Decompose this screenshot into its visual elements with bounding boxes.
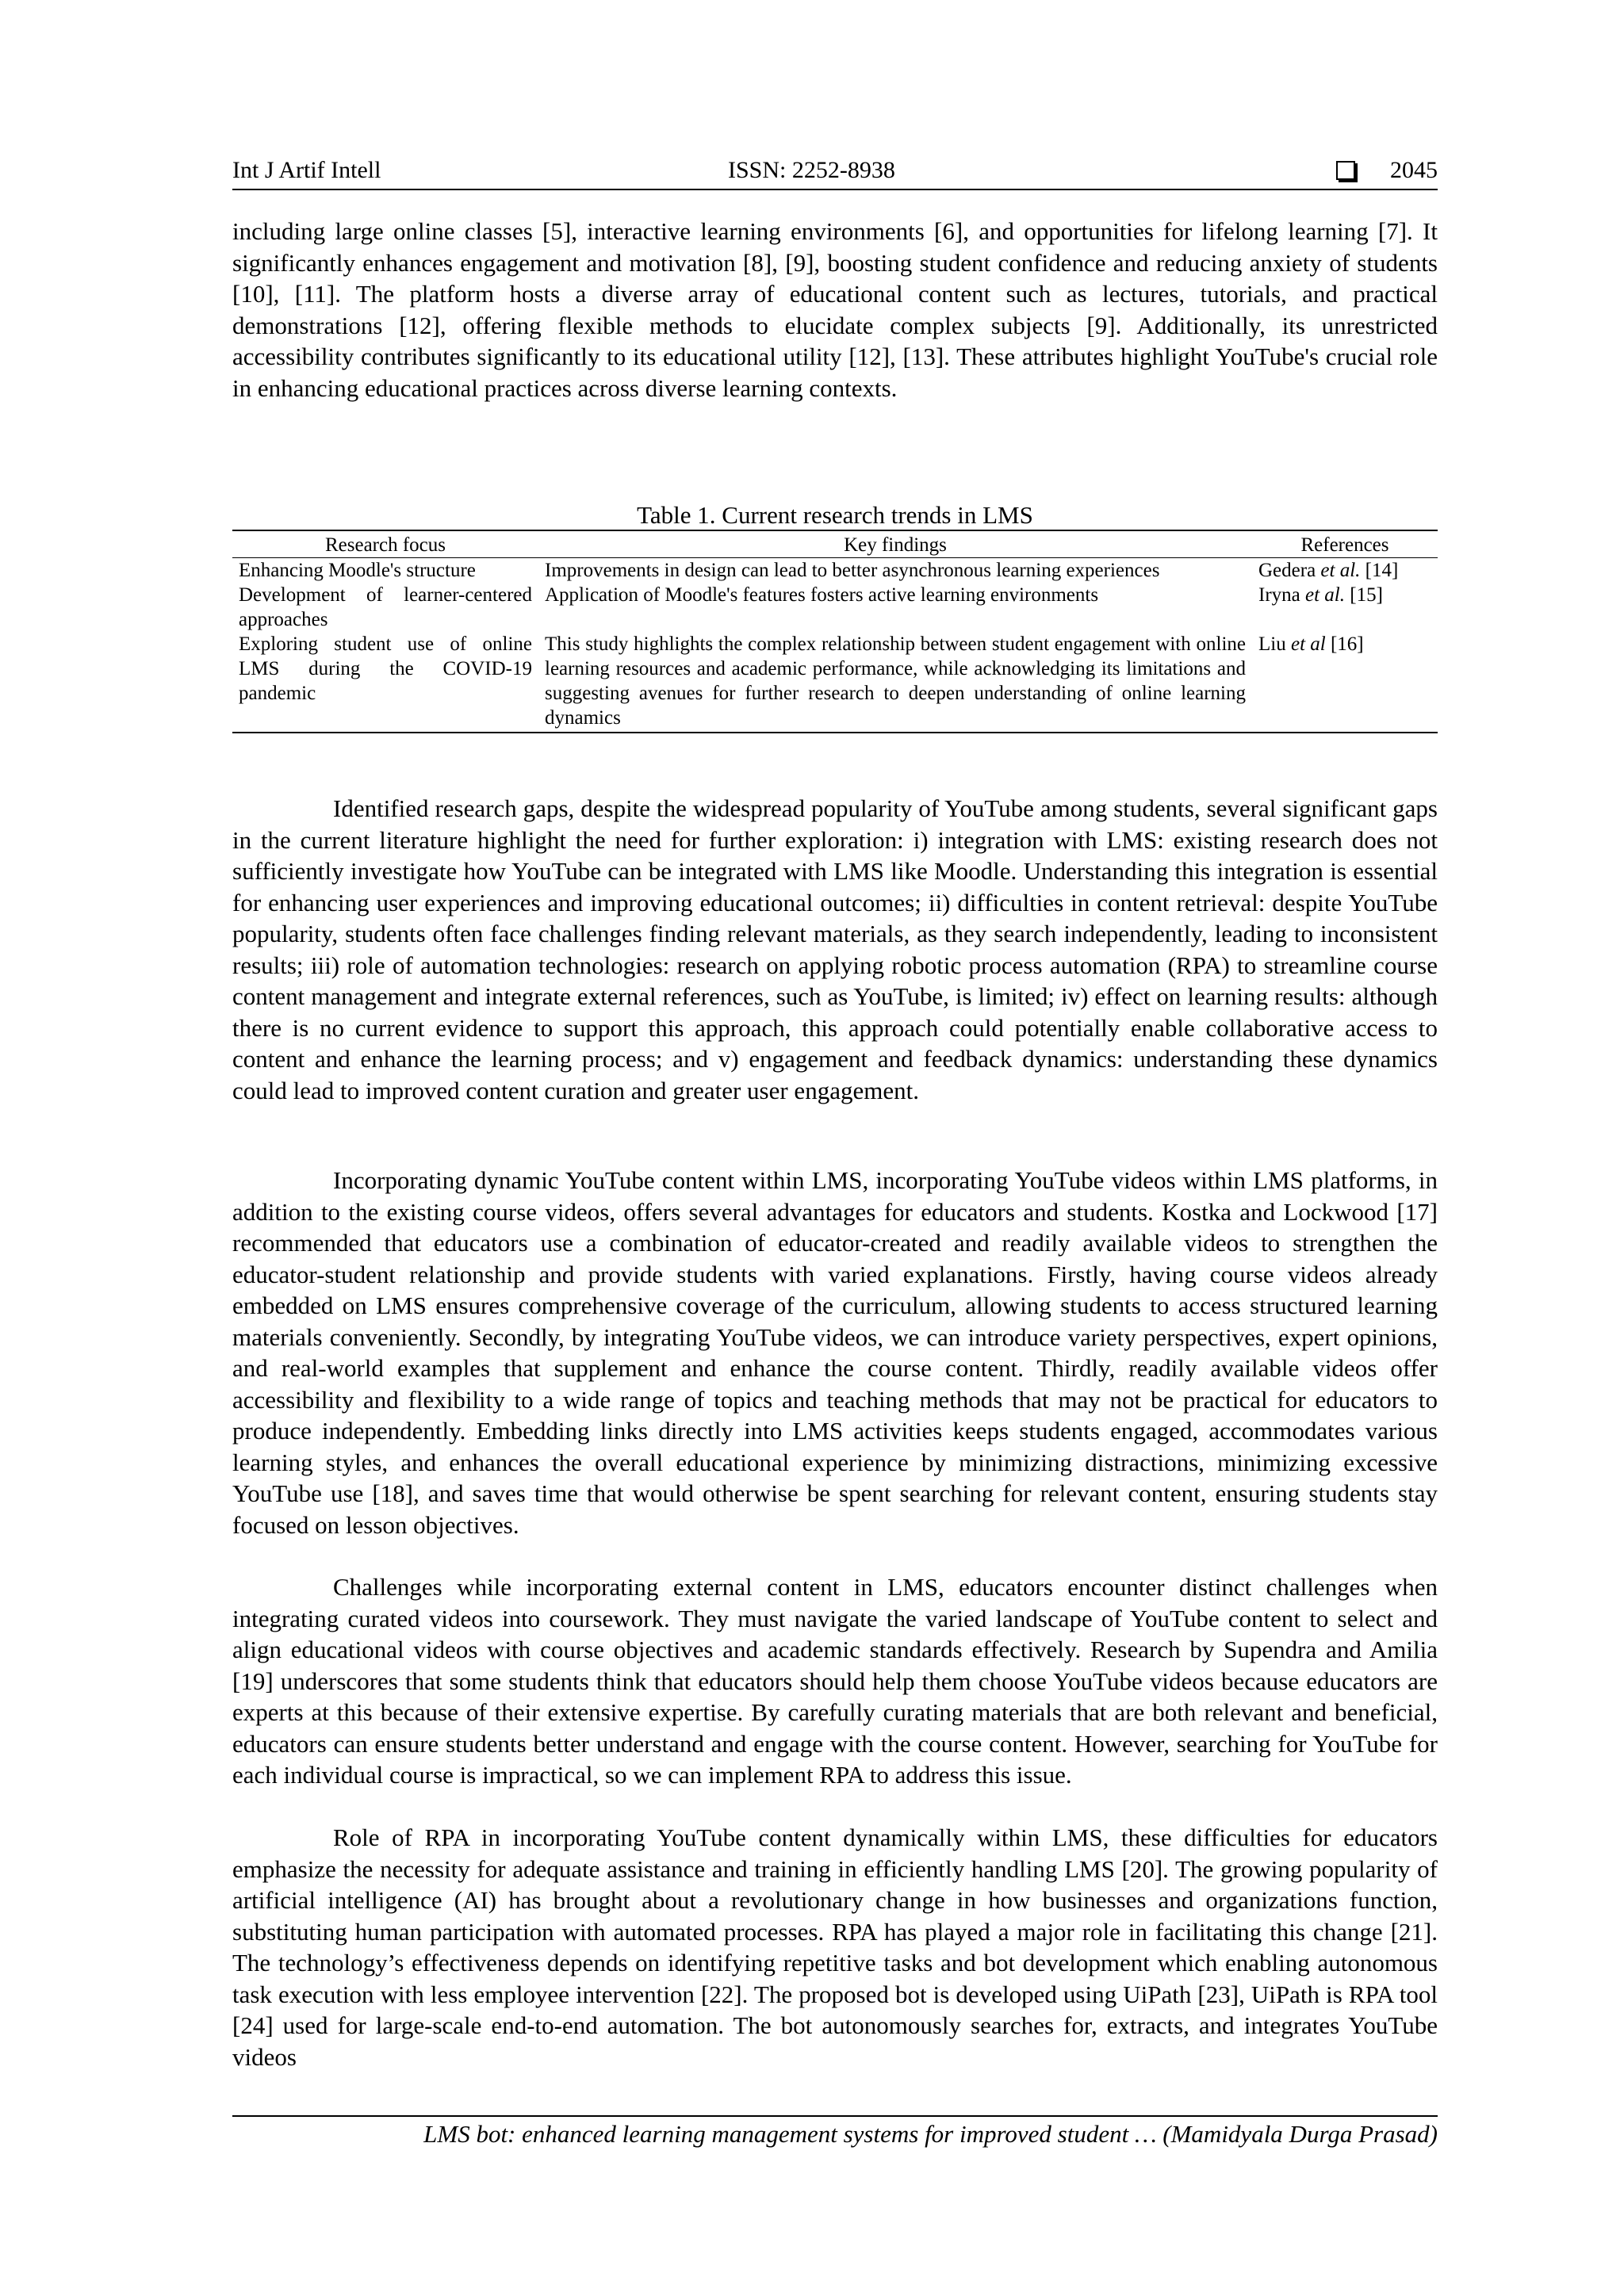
ref-etal: et al.: [1320, 560, 1361, 581]
table-row: [232, 632, 1438, 733]
paragraph-challenges: Challenges while incorporating external content in LMS, educators encounter distinct challenges when integrating curated videos into coursework. They must navigate the varied landscape of YouTube content to select and align educational videos with course objectives and academic standards effectively. Research by Supendra and Amilia [19] underscores that some students think that educators should help them choose YouTube videos because educators are experts at this because of their extensive expertise. By carefully curating materials that are both relevant and beneficial, educators can ensure students better understand and engage with the course content. However, searching for YouTube for each individual course is impractical, so we can implement RPA to address this issue.: [232, 1573, 1438, 1789]
ref-number: [16]: [1330, 633, 1364, 655]
cell-reference: [1252, 583, 1438, 632]
paragraph-role-of-rpa: Role of RPA in incorporating YouTube content dynamically within LMS, these difficulties for educators emphasize the necessity for adequate assistance and training in efficiently handling LMS [20]. The growing popularity of artificial intelligence (AI) has brought about a revolutionary change in how businesses and organizations function, substituting human participation with automated processes. RPA has played a major role in facilitating this change [21]. The technology’s effectiveness depends on identifying repetitive tasks and bot development which enabling autonomous task execution with less employee intervention [22]. The proposed bot is developed using UiPath [23], UiPath is RPA tool [24] used for large-scale end-to-end automation. The bot autonomously searches for, extracts, and integrates YouTube videos: [232, 1823, 1438, 2071]
intro-paragraph: including large online classes [5], interactive learning environments [6], and opportunities for lifelong learning [7]. It significantly enhances engagement and motivation [8], [9], boosting student confidence and reducing anxiety of students [10], [11]. The platform hosts a diverse array of educational content such as lectures, tutorials, and practical demonstrations [12], offering flexible methods to elucidate complex subjects [9]. Additionally, its unrestricted accessibility contributes significantly to its educational utility [12], [13]. These attributes highlight YouTube's crucial role in enhancing educational practices across diverse learning contexts.: [232, 217, 1438, 402]
research-trends-table: [232, 530, 1438, 733]
paragraph-research-gaps: Identified research gaps, despite the widespread popularity of YouTube among students, several significant gaps in the current literature highlight the need for further exploration: i) integration with LMS: existing research does not sufficiently investigate how YouTube can be integrated with LMS like Moodle. Understanding this integration is essential for enhancing user experiences and improving educational outcomes; ii) difficulties in content retrieval: despite YouTube popularity, students often face challenges finding relevant materials, as they search independently, leading to inconsistent results; iii) role of automation technologies: research on applying robotic process automation (RPA) to streamline course content management and integrate external references, such as YouTube, is limited; iv) effect on learning results: although there is no current evidence to support this approach, this approach could potentially enable collaborative access to content and enhance the learning process; and v) engagement and feedback dynamics: understanding these dynamics could lead to improved content curation and greater user engagement.: [232, 794, 1438, 1104]
cell-research-focus: Development of learner-centered approaches: [239, 584, 532, 630]
column-header-references: References: [1252, 530, 1438, 558]
table-row: [232, 583, 1438, 632]
cell-reference: [1252, 558, 1438, 584]
cell-research-focus: Enhancing Moodle's structure: [239, 560, 476, 581]
square-box-icon: [1336, 161, 1355, 180]
table-row: [232, 558, 1438, 584]
journal-name: Int J Artif Intell: [232, 157, 381, 183]
ref-number: [14]: [1365, 560, 1399, 581]
cell-reference: [1252, 632, 1438, 733]
cell-research-focus: Exploring student use of online LMS during the COVID-19 pandemic: [232, 632, 538, 733]
footer-rule: [232, 2115, 1438, 2117]
cell-key-finding: Application of Moodle's features fosters active learning environments: [545, 584, 1099, 606]
page-number-group: [1336, 157, 1438, 184]
cell-key-finding: This study highlights the complex relationship between student engagement with online learning resources and academic performance, while acknowledging its limitations and suggesting avenues for further research to deepen understanding of online learning dynamics: [538, 632, 1252, 733]
paragraph-dynamic-youtube-content: Incorporating dynamic YouTube content within LMS, incorporating YouTube videos within LMS platforms, in addition to the existing course videos, offers several advantages for educators and students. Kostka and Lockwood [17] recommended that educators use a combination of educator-created and readily available videos to strengthen the educator-student relationship and provide students with varied explanations. Firstly, having course videos already embedded on LMS ensures comprehensive coverage of the curriculum, allowing students to access structured learning materials conveniently. Secondly, by integrating YouTube videos, we can introduce variety perspectives, expert opinions, and real-world examples that supplement and enhance the course content. Thirdly, readily available videos offer accessibility and flexibility to a wide range of topics and teaching methods that may not be practical for educators to produce independently. Embedding links directly into LMS activities keeps students engaged, accommodates various learning styles, and enhances the overall educational experience by minimizing distractions, minimizing excessive YouTube use [18], and saves time that would otherwise be spent searching for relevant content, ensuring students stay focused on lesson objectives.: [232, 1166, 1438, 1539]
page-number: 2045: [1390, 157, 1438, 183]
column-header-key-findings: Key findings: [538, 530, 1252, 558]
cell-key-finding: Improvements in design can lead to better asynchronous learning experiences: [545, 560, 1160, 581]
ref-etal: et al: [1290, 633, 1326, 655]
header-rule: [232, 189, 1438, 190]
running-footer: LMS bot: enhanced learning management systems for improved student … (Mamidyala Durga Prasad): [423, 2120, 1438, 2148]
ref-author: Gedera: [1258, 560, 1316, 581]
column-header-research-focus: Research focus: [232, 530, 538, 558]
issn: ISSN: 2252-8938: [728, 157, 895, 183]
table: [232, 530, 1438, 733]
table-caption: Table 1. Current research trends in LMS: [637, 501, 1033, 529]
ref-author: Iryna: [1258, 584, 1300, 606]
table-header-row: [232, 530, 1438, 558]
running-header: [232, 155, 1438, 189]
ref-etal: et al.: [1305, 584, 1345, 606]
ref-number: [15]: [1350, 584, 1383, 606]
ref-author: Liu: [1258, 633, 1286, 655]
